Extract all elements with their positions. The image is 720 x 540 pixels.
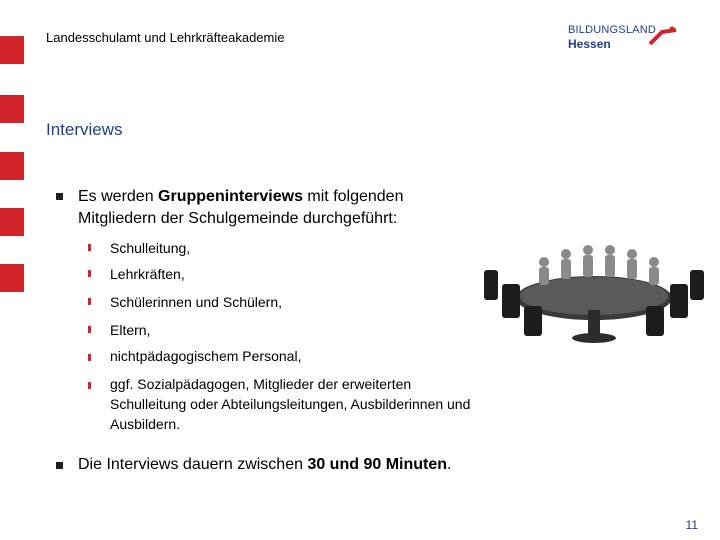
logo-swoosh-icon xyxy=(648,26,678,48)
decor-red-block-2 xyxy=(0,95,24,123)
main-point-2 xyxy=(78,454,598,476)
sub-bullet-icon xyxy=(88,244,91,251)
main-bullet-icon xyxy=(56,193,63,200)
decor-red-block-3 xyxy=(0,152,24,180)
sub-item-3: Schülerinnen und Schülern, xyxy=(110,294,283,310)
sub-item-6-line1: ggf. Sozialpädagogen, Mitglieder der erweiterten xyxy=(110,376,412,392)
sub-item-5: nichtpädagogischem Personal, xyxy=(110,348,302,364)
sub-bullet-icon xyxy=(88,298,91,305)
decor-red-block-5 xyxy=(0,264,24,292)
page-title: Interviews xyxy=(46,120,123,139)
organization-name: Landesschulamt und Lehrkräfteakademie xyxy=(46,30,285,45)
bildungsland-hessen-logo xyxy=(566,24,678,64)
main-point-2-bold: 30 und 90 Minuten xyxy=(307,456,448,473)
sub-item-1: Schulleitung, xyxy=(110,240,191,256)
sub-bullet-icon xyxy=(88,354,91,361)
sub-bullet-icon xyxy=(88,270,91,277)
meeting-table-figures-icon xyxy=(484,214,704,346)
main-point-1 xyxy=(78,186,498,230)
main-point-2-suffix: . xyxy=(447,456,452,473)
main-point-2-prefix: Die Interviews dauern zwischen xyxy=(78,456,308,473)
main-bullet-icon xyxy=(56,462,63,469)
page-number: 11 xyxy=(685,518,698,532)
sub-item-4: Eltern, xyxy=(110,322,151,338)
sub-item-6-line3: Ausbildern. xyxy=(110,416,181,432)
sub-item-6-line2: Schulleitung oder Abteilungsleitungen, Ausbilderinnen und xyxy=(110,396,471,412)
decor-red-block-1 xyxy=(0,36,24,64)
sub-item-6 xyxy=(110,374,550,434)
main-point-1-bold: Gruppeninterviews xyxy=(158,188,303,205)
sub-bullet-icon xyxy=(88,326,91,333)
main-point-1-suffix: mit folgenden xyxy=(302,188,404,205)
main-point-1-prefix: Es werden xyxy=(78,188,159,205)
sub-item-2: Lehrkräften, xyxy=(110,266,185,282)
sub-bullet-icon xyxy=(88,382,91,389)
decor-red-block-4 xyxy=(0,208,24,236)
logo-line2: Hessen xyxy=(568,37,611,51)
logo-line1: BILDUNGSLAND xyxy=(568,24,656,36)
main-point-1-line2: Mitgliedern der Schulgemeinde durchgeführt: xyxy=(78,210,398,227)
